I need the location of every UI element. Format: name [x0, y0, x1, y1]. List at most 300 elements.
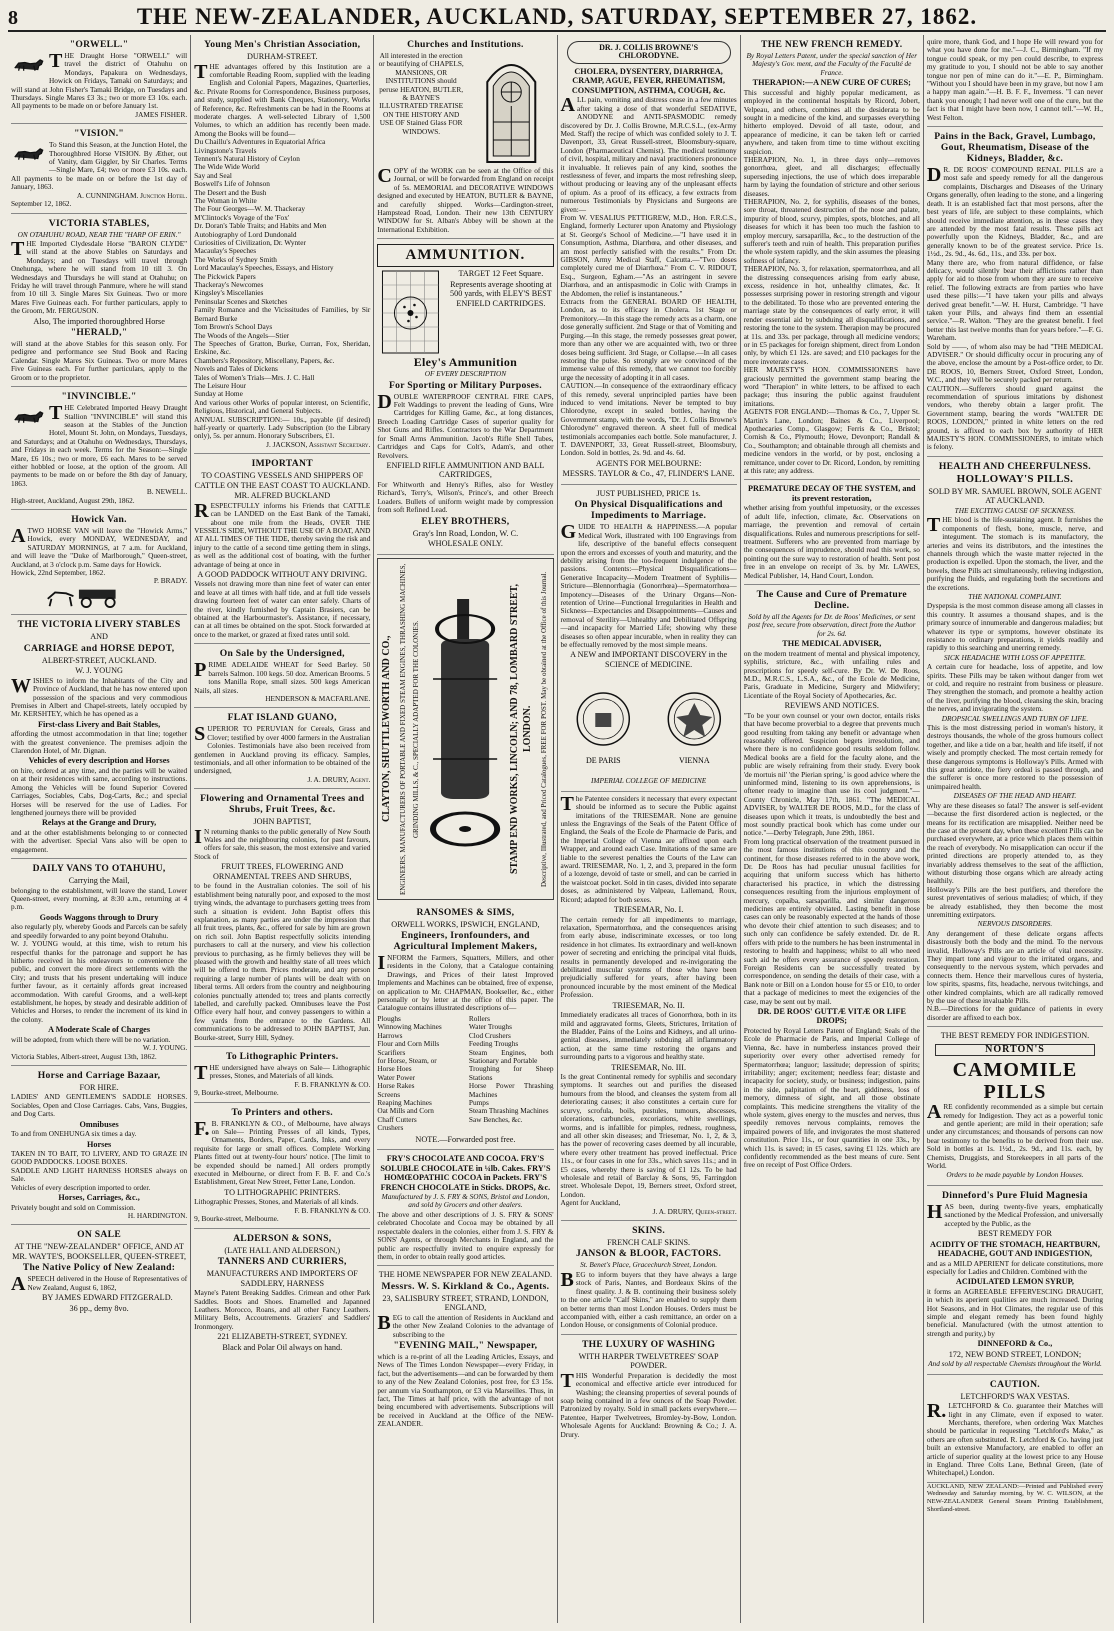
seal-legend: IMPERIAL COLLEGE OF MEDICINE — [591, 776, 707, 786]
ad-body: SUPERIOR TO PERUVIAN for Cereals, Grass and Clover; testified by over 4000 farmers in the Australian Colonies. Testimonials have also been received from gentlemen in Auckland proving its efficacy. Samples, testimonials, and all other information to be obtained of the undersigned, — [194, 723, 371, 776]
ad-signature: DINNEFORD & Co., — [977, 1339, 1053, 1349]
ad-body: INFORM the Farmers, Squatters, Millers, and other residents in the Colony, that a Catalogue containing Drawings, and Prices of their latest Improved Implements and Machines can be obtained, free of expense, on application to Mr. CHAPMAN, Bookseller, &c., either personally or by letter at the office of this paper. The Catalogue contains illustrated descriptions of— — [377, 952, 554, 1013]
vertical-heading: STAMP END WORKS, LINCOLN; AND 78, LOMBARD STREET, LONDON. — [508, 583, 533, 874]
seal-caption: DE PARIS — [585, 756, 621, 766]
ad-chlorodyne — [561, 35, 737, 485]
ad-title: "INVINCIBLE." — [61, 391, 137, 403]
seal-caption: VIENNA — [679, 756, 710, 766]
ad-signature: JAMES FISHER. — [135, 109, 188, 119]
ad-soap-powder — [561, 1335, 737, 1443]
ad-body: This successful and highly popular medicament, as employed in the continental hospitals by Ricord, Jobert, Velpeau, and others, combines all the desiderata to be sought in a medicine of the kind, and surpasses everything hitherto employed. Devoid of all taste, odour, and appearance of medicine, it can be taken left or carried anywhere, and taken from time to time without exciting suspicion. — [743, 87, 920, 156]
ad-body: LADIES' AND GENTLEMEN'S SADDLE HORSES. Sociables, Open and Close Carriages. Cabs, Vans, Buggies, and Dog Carts. — [11, 1092, 188, 1119]
book-title: The Four Georges—W. M. Thackeray — [194, 204, 306, 214]
ad-body: THIS Wonderful Preparation is decidedly the most economical and effective article ever introduced for Washing; the cleansing properties of several pounds of soap being contained in a few ounces of the Soap Powder. Patronized by royalty. Sold in small packets everywhere.—Patentee, Harper Twelvetrees, Bromley-by-Bow, London. Wholesale Agents for Auckland: Browning & Co.; J. A. Drury. — [560, 1369, 737, 1439]
book-title: The Works of Sydney Smith — [194, 254, 277, 264]
ad-body: THERAPION, No. 2, for syphilis, diseases of the bones, sore throat, threatened destruction of the nose and palate, impurity of blood, scurvy, pimples, spots, blotches, and all diseases for which it has been too much the fashion to employ mercury, sarsaparilla, &c., to the destruction of the sufferer's teeth and ruin of health. This preparation purifies the whole system rapidly, and the skin assumes the pleasing softness of infancy. — [743, 197, 920, 265]
testimonials — [927, 35, 1103, 127]
column-2 — [191, 35, 374, 1623]
column-1 — [8, 35, 191, 1623]
ad-title: CHOLERA, DYSENTERY, DIARRHŒA, CRAMP, AGUE, FEVER, RHEUMATISM, CONSUMPTION, ASTHMA, COUGH, &c. — [571, 66, 726, 95]
ad-body: HAS been, during twenty-five years, emphatically sanctioned by the Medical Profession, and universally accepted by the Public, as the — [926, 1200, 1104, 1228]
ad-title: AMMUNITION. — [377, 244, 553, 267]
implement-item: Horse Hoes — [377, 1064, 412, 1074]
ad-title: HEALTH AND CHEERFULNESS. — [938, 460, 1091, 472]
ad-body: Agent for Auckland, — [560, 1198, 621, 1208]
ad-signature: F. B. FRANKLYN & CO. — [294, 1205, 371, 1215]
ad-title: "VISION." — [74, 128, 125, 140]
ad-title: On Sale by the Undersigned, — [219, 648, 345, 660]
ad-medical-adviser — [744, 585, 920, 1174]
ad-body: to be found in the Australian colonies. The soil of his establishment being naturally poor, and exposed to the most trying winds, the advantage to purchasers getting trees from such a situation is evident. John Baptist offers this explanation, as many parties are under the impression that all fruit trees, plants, &c., offered for sale by him are grown on rich soil. John Baptist respectfully solicits intending purchasers to call at the nursery, and view his collection previous to purchasing, as he firmly believes they will be pleased with the growth and healthy state of all trees which will be offered to them. Prices moderate, and any person requiring a large number of plants will be dealt with on liberal terms. All orders from the country and neighbouring colonies punctually attended to; trees and plants correctly labelled, and carefully packed. Omnibuses leave the Post Office every half hour, and convey passengers to within a few yards from the entrance to the Gardens. All communications to be addressed to JOHN BAPTIST, Jun. Bourke-street, Surry Hill, Sydney. — [194, 881, 371, 1042]
ad-title: Horse and Carriage Bazaar, — [37, 1069, 161, 1081]
ad-body: THE advantages offered by this Institution are a comfortable Reading Room, supplied with the leading English and Colonial Papers, Magazines, Quarterlies, &c. Private Rooms for Correspondence, Business purposes, and study, supplied with Bank Cheques, Stationery, Works of Reference, &c. Refreshments can be had in the Rooms at moderate charges. A well-selected Library of 1,500 Volumes, to which an addition has recently been made. Among the Books will be found— — [194, 60, 371, 138]
book-title: Boswell's Life of Johnson — [194, 179, 270, 189]
ad-heading: TANNERS AND CURRIERS, — [217, 1256, 347, 1268]
ad-body: Vehicles of every description imported to order. — [11, 1182, 151, 1192]
ad-evening-mail — [377, 1266, 553, 1432]
ad-title: ON SALE — [77, 1229, 122, 1241]
horse-icon — [11, 54, 49, 76]
ad-body: Why are these diseases so fatal? The answer is self-evident—because the first disordered action is neglected, or the means for its rectification are misapplied. Neither need be the case at the present day, when these excellent Pills can be purchased everywhere, at a price which places them within the reach of everybody. No misapplication can occur if the printed directions are properly attended to, as they invariably address themselves to the seat of the affliction, without disturbing those organs which are already acting healthily. — [926, 800, 1104, 886]
ad-ransomes — [377, 903, 553, 1151]
book-title: The Desert and the Bush — [194, 187, 267, 197]
ad-address: 172, NEW BOND STREET, LONDON; — [948, 1349, 1082, 1359]
ad-body: Sold by ——, of whom also may be had "THE MEDICAL ADVISER." Or should difficulty occur in procuring any of the above, enclose the amount by a Post-office order, to Dr. DE ROOS, 10, Berners Street, Oxford Street, London, W.C., and they will be securely packed per return. — [926, 341, 1104, 385]
ad-signature: J. A. DRURY, Agent. — [307, 774, 371, 784]
ad-norton-camomile — [927, 1027, 1103, 1186]
target-caption: TARGET 12 Feet Square. — [458, 269, 544, 279]
book-title: The Pickwick Papers — [194, 271, 256, 281]
ad-body: THE Draught Horse "ORWELL" will travel the district of Otahuhu on Mondays, Papakura on Wednesdays, Howick on Fridays, Tamaki on Saturdays; and will stand at John Fisher's Tamaki Bridge, on Tuesdays and Thursdays. Single Mares £3 3s.; two or more £3 10s. each. All payments to be made on or before January 1st. — [11, 50, 188, 111]
ad-dinneford — [927, 1186, 1103, 1375]
ad-body: To and from ONEHUNGA six times a day. — [11, 1129, 137, 1139]
ad-guide-to-health — [561, 485, 737, 792]
ad-body: From long practical observation of the treatment pursued in the most famous institutions of this country and the continent, for those diseases referred to in the above work, Dr. De Roos has had peculiar unusual facilities for acquiring that uniform success which has hitherto characterised his practice, in which the distressing consequences resulting from the injurious employment of mercury, copaiba, sarsaparilla, and similar dangerous medicines are entirely obviated. Lasting benefit in those cases can only be reasonably expected at the hands of those who devote their chief attention to such diseases; and to such only can confidence be safely extended. Dr. de R. offers with pride to the numbers he has been instrumental in restoring to health and happiness; whilst to all who need such aid he offers every assurance of speedy restoration. Foreign Residents can be successfully treated by correspondence, on sending the details of their case, with a Bank note or Bill on a London house for £5 or £10, to order that a package of medicines to meet the exigencies of the case, may be sent out by mail. — [743, 836, 920, 1006]
ad-subtitle: FOR HIRE. — [79, 1082, 119, 1092]
ad-body: it forms an AGREEABLE EFFERVESCING DRAUGHT, in which its aperient qualities are much increased. During Hot Seasons, and in Hot Climates, the regular use of this simple and elegant remedy has been found highly beneficial. Manufactured (with the utmost attention to strength and purity,) by — [926, 1286, 1104, 1338]
implement-item: Harrows — [377, 1030, 403, 1040]
ad-lithographic-printers — [194, 1047, 370, 1103]
ad-heading: Eley's Ammunition — [413, 355, 518, 370]
ad-address: 9, Bourke-street, Melbourne. — [194, 1214, 279, 1224]
ad-signature: HENDERSON & MACFARLANE. — [265, 693, 371, 703]
ad-heading: HOLLOWAY'S PILLS. — [956, 472, 1074, 485]
ad-body: Any derangement of these delicate organs affects disastrously both the body and the mind. To the nervous invalid, Holloway's Pills are an article of vital necessity. They impart tone and vigour to the irritated organs, and consequently to the nervous system, which pervades and connects them. Hence their marvellous cures of hysteria, low spirits, spasms, fits, headache, nervous twitchings, and other kindred complaints, which are all radically removed by the use of these invaluable Pills. — [926, 928, 1104, 1006]
ad-title: PREMATURE DECAY OF THE SYSTEM, and its prevent restoration, — [747, 484, 916, 503]
norton-badge: NORTON'S — [935, 1044, 1095, 1056]
ad-body: WISHES to inform the Inhabitants of the City and Province of Auckland, that he has now entered upon possession of the spacious and very commodious Premises in Albert and Chapel-streets, lately occupied by Mr. KERSHTEY, which he has opened as a — [11, 674, 188, 719]
ad-body: Dyspepsia is the most common disease among all classes in this country. It assumes a thousand shapes, and is the primary source of innumerable and dangerous maladies; but whatever its type or symptoms, however obstinate its resistance to ordinary preparations, it yields readily and rapidly to this searching and unerring remedy. — [926, 601, 1104, 653]
ad-signature: W. J. YOUNG. — [142, 1043, 188, 1053]
ad-author: BY JAMES EDWARD FITZGERALD. — [41, 1293, 173, 1303]
ad-title: IMPORTANT — [251, 458, 313, 470]
ad-body: F.B. FRANKLYN & CO., of Melbourne, have always on Sale— Printing Presses of all kinds, Types, Ornaments, Borders, Paper, Cards, Inks, and every requisite for large or small offices. Complete Working Plants fitted out at twenty-four hours' notice. [The limit to be expended should be named.] All orders promptly executed in Melbourne, or direct from F. B. F. and Co.'s Establishment, Great New Street, Fetter Lane, London. — [194, 1117, 371, 1187]
book-title: Say and Seal — [194, 170, 232, 180]
ad-subtitle: Manufactured by J. S. FRY & SONS, Bristol and London, and sold by Grocers and other dealers. — [381, 1192, 550, 1210]
ad-subtitle: By Royal Letters Patent, under the special sanction of Her Majesty's Gov. ment, and the Faculty of the Faculté de France. — [746, 51, 918, 77]
ad-heading: TO LITHOGRAPHIC PRINTERS. — [224, 1187, 341, 1197]
ad-body: BEG to call the attention of Residents in Auckland and the other New Zealand Colonies to the advantage of subscribing to the — [377, 1311, 554, 1339]
seal-engravings — [561, 673, 737, 773]
ad-title: RANSOMES & SIMS, — [416, 906, 515, 918]
ad-printers — [194, 1103, 370, 1229]
ad-title: Pains in the Back, Gravel, Lumbago, Gout, Rheumatism, Disease of the Kidneys, Bladder, &c. — [934, 131, 1096, 165]
implement-item: Feeding Troughs — [468, 1039, 519, 1049]
ad-date: High-street, Auckland, August 29th, 1862. — [11, 495, 135, 505]
ad-body: ATWO HORSE VAN will leave the "Howick Arms," Howick, every MONDAY, WEDNESDAY, and SATURDAY MORNINGS, at 7 a.m. for Auckland, and will leave the "Duke of Marlborough," Queen-street, Auckland, at 3 o'clock p.m. Same days for Howick. — [11, 524, 188, 569]
ad-heading: A GOOD PADDOCK WITHOUT ANY DRIVING. — [197, 569, 368, 579]
ad-title: To Printers and others. — [231, 1106, 333, 1118]
vertical-text: ENGINEERS, MANUFACTURERS OF PORTABLE AND FIXED STEAM ENGINES, THRASHING MACHINES, GRINDING MILLS, & C., SPECIALLY ADAPTED FOR THE COLONIES. — [399, 562, 421, 895]
ad-body: PRIME ADELAIDE WHEAT for Seed Barley. 50 barrels Salmon. 100 kegs. 50 doz. American Brooms. 5 tons Manilla Rope, small sizes. 500 kegs American Nails, all sizes. — [194, 659, 371, 695]
ad-body: THE Celebrated Imported Heavy Draught Stallion "INVINCIBLE" will stand this season at the Stables of the Junction Hotel, Mount St. John, on Mondays, Tuesdays, and Saturdays; and at Otahuhu on Wednesdays, Thursdays, and Fridays in each week. Terms for the Season:—Single Mare, £6 10s.; two or more, £6 each. Mares to be served either hobbled or loose, at the option of the groom. All payments to be made on or before the 8th day of January, 1863. — [11, 402, 188, 488]
implement-item: Crushers — [377, 1123, 404, 1133]
ad-on-sale — [11, 1225, 187, 1318]
ad-body: All interested in the erection or beautifying of CHAPELS, MANSIONS, OR INSTITUTIONS should peruse HEATON, BUTLER, & BAYNE'S ILLUSTRATED TREATISE ON THE HISTORY AND USE OF Stained Glass FOR WINDOWS. — [378, 51, 464, 136]
ad-body: affording the utmost accommodation in that line; together with the greatest convenience. The premises adjoin the Clarendon Hotel, of Mr. Dignan. — [11, 729, 188, 756]
ad-howick-van — [11, 510, 187, 615]
ad-body: COPY of the WORK can be seen at the Office of this Journal, or will be forwarded from England on receipt of 5s. MEMORIAL and DECORATIVE WINDOWS designed and executed by HEATON, BUTLER & BAYNE, and carefully shipped. Works—Cardington-street, Hampstead Road, London. Their new 13th CENTURY WINDOW for St. Alban's Abbey will be shown at the International Exhibition. — [377, 165, 554, 234]
ad-heading: A NEW and IMPORTANT DISCOVERY in the SCIENCE of MEDICINE. — [570, 650, 728, 669]
ad-signature: J. A. DRURY, Queen-street. — [652, 1206, 737, 1216]
ad-date: September 12, 1862. — [11, 199, 72, 209]
ad-body: GUIDE TO HEALTH & HAPPINESS.—A popular Medical Work, illustrated with 100 Engravings from life, descriptive of the baneful effects consequent upon the errors and excesses of youth and maturity, and the debility arising from the too-frequent indulgence of the passions. Contents:—Physical Disqualifications—Generative Incapacity—Modern Treatment of Syphilis—Stricture—Blennorrhagia (Gonorrhœa)—Spermatorrhœa—Impotency—Diseases of the Urinary Organs—Non-retention of Urine—Functional Irregularities in Health and Sickness—Expectancies and Disappointments—Causes and removal of Sterility—Unhealthy and Debilitated Offspring—and incapacity for Married Life; showing why these diseases so often appear incurable, when in reality they can be effectually removed by the most simple means. — [560, 521, 737, 649]
ad-subtitle: TO COASTING VESSELS AND SHIPPERS OF CATTLE ON THE EAST COAST TO AUCKLAND. — [194, 471, 371, 490]
ad-body: and as a MILD APERIENT for delicate constitutions, more especially for Ladies and Children. Combined with the — [926, 1258, 1104, 1276]
ad-body: also regularly ply, whereby Goods and Parcels can be safely and speedily forwarded to any point beyond Otahuhu. — [11, 922, 188, 940]
page-number: 8 — [8, 7, 18, 29]
ad-alderson — [194, 1229, 370, 1358]
ad-body: Immediately eradicates all traces of Gonorrhœa, both in its mild and aggravated forms, Gleets, Strictures, Irritation of the Bladder, Pains of the Loins and Kidneys, and all urino-genital diseases, immediately subduing all inflammatory action, at the same time restoring the organs and surrounding parts to a vigorous and healthy state. — [560, 1010, 737, 1062]
ad-body: Privately bought and sold on Commission. — [11, 1202, 136, 1212]
ad-body: CAUTION.—Sufferers should guard against the recommendation of spurious imitations by dishonest vendors, who thereby obtain a larger profit. The Government stamp, bearing the words "WALTER DE ROOS, LONDON," printed in white letters on the red ground, is affixed to each box by authority of HER MAJESTY'S HON. COMMISSIONERS, to imitate which is felony. — [926, 383, 1104, 452]
ad-heading: Messrs. W. S. Kirkland & Co., Agents. — [381, 1280, 550, 1292]
column-3 — [374, 35, 557, 1623]
book-title: Macaulay's Speeches — [194, 246, 257, 256]
ad-body: Protected by Royal Letters Patent of England; Seals of the Ecole de Pharmacie de Paris, and Imperial College of Vienna, &c. have in numberless instances proved their superiority over every other advertised remedy for Spermatorrhœa; languor; lassitude; depression of spirits; irritability; anger; excitement; needless fear; distaste and incapacity for society, study, or business; indigestion, pains in the side, palpitation of the heart, giddiness, loss of memory, dimness of sight, and all those obstinate complaints. This medicine strengthens the vitality of the whole system, gives energy to the muscles and nerves, thus speedily removes nervous complaints, removes the impaired powers of life, and invigorates the most shattered constitution. Price 11s., or four quantities in one 33s., by which 11s. is saved; in £5 cases, saving £1 12s. which are confidently recommended as the best means of cure. Sent free on receipt of Post Office Orders. — [743, 1025, 920, 1170]
ad-address: MESSRS. TAYLOR & Co., 47, FLINDER'S LANE. — [562, 469, 735, 479]
ad-heading: BEST REMEDY FOR — [977, 1229, 1053, 1239]
ad-body: THE undersigned have always on Sale— Lithographic presses, Stones, and Materials of all kinds. — [194, 1062, 371, 1084]
ad-subtitle: AT THE "NEW-ZEALANDER" OFFICE, AND AT MR. WAYTE'S, BOOKSELLER, QUEEN-STREET, — [12, 1242, 187, 1261]
book-title: Du Chaillu's Adventures in Equatorial Africa — [194, 137, 326, 147]
ad-heading: ACIDITY OF THE STOMACH, HEARTBURN, HEADACHE, GOUT AND INDIGESTION, — [930, 1239, 1100, 1259]
ad-body: THERAPION, No. 1, in three days only—removes gonorrhœa, gleet, and all discharges; effectually superseding injections, the use of which does irreparable harm by laying the foundation of stricture and other serious diseases. — [743, 154, 920, 198]
section-heading: DISEASES OF THE HEAD AND HEART. — [953, 791, 1077, 801]
implement-item: Pumps — [468, 1097, 489, 1107]
ad-body: IN returning thanks to the public generally of New South Wales and the neighbouring colonies, for past favours, offers for sale, this season, the most extensive and varied Stock of — [194, 825, 371, 861]
implement-item: Saw Benches, &c. — [468, 1114, 523, 1124]
ad-subtitle: ON OTAHUHU ROAD, NEAR THE "HARP OF ERIN." — [17, 229, 181, 239]
implement-item: Ploughs — [377, 1013, 401, 1023]
ad-address: 23, SALISBURY STREET, STRAND, LONDON, ENGLAND, — [382, 1293, 549, 1313]
ad-body: HER MAJESTY'S HON. COMMISSIONERS have graciously permitted the government stamp bearing the word "Therapion" in white letters, to be affixed to each package; thus insuring the public against fraudulent imitations. — [743, 365, 920, 408]
ad-address: 221 ELIZABETH-STREET, SYDNEY. — [217, 1332, 348, 1342]
ad-horse-bazaar — [11, 1066, 187, 1225]
ad-coasting-vessels — [194, 454, 370, 644]
ad-heading: FRY'S CHOCOLATE AND COCOA. FRY'S SOLUBLE CHOCOLATE in ¼lb. Cakes. FRY'S HOMŒOPATHIC COCOA in Packets. FRY'S FRENCH CHOCOLATE in Sticks. DROPS, &c. — [380, 1154, 551, 1192]
ad-heading: Horses — [87, 1139, 112, 1149]
book-title: Family Romance and the Vicissitudes of Families, by Sir Bernard Burke — [194, 305, 371, 323]
ad-signature: H. HARDINGTON. — [127, 1211, 188, 1220]
ad-subtitle: LETCHFORD'S WAX VESTAS. — [960, 1391, 1070, 1401]
ad-title: Flowering and Ornamental Trees and Shrubs, Fruit Trees, &c. — [200, 793, 365, 816]
ad-body: Mayne's Patent Breaking Saddles. Crimean and other Park Saddles. Boots and Shoes. Enamelled and Japanned Leathers. Morocco, Roans, and all other Fancy Leathers. Military Belts, Accoutrements. Graziers' and Saddlers' Ironmongery. — [194, 1288, 371, 1331]
ad-body: Many there are, who from natural diffidence, or false delicacy, would silently bear their afflictions rather than apply for aid to those from whom they are sure to receive relief. The following extracts are from parties who have used these pills:—"I have taken your pills and always derived great benefit."—W. H. Hurst, Cambridge. "I have taken your Pills, and always find them an essential service."—R. Walton. "They are the greatest benefit. I feel better this last twelve months than for years before."—F. G. Wareham. — [926, 257, 1104, 343]
book-title: Curiosities of Civilization, Dr. Wynter — [194, 238, 306, 248]
ad-body: W. J. YOUNG would, at this time, wish to return his respectful thanks for the patronage and support he has hitherto received in his endeavours to convenience the public, and convert the more direct settlements with the City; and trusts that his present undertaking will induce further favour, as it certainly affords great increased accommodation. With careful Grooms, and a well-kept establishment, he hopes, by steady and desirable addition of Vehicles and Horses, to render the increment of its kind in the colony. — [11, 939, 188, 1024]
ad-title: CAUTION. — [989, 1378, 1040, 1390]
ad-heading: First-class Livery and Bait Stables, — [38, 719, 161, 729]
horse-name: "HERALD," — [70, 327, 128, 339]
ad-date: Victoria Stables, Albert-street, August 13th, 1862. — [11, 1051, 157, 1061]
ad-body: RESPECTFULLY informs his Friends that CATTLE can be LANDED on the East Bank of the Tamaki, about one mile from the Heads, OVER THE VESSEL'S SIDE, WITHOUT THE USE OF A BOAT, AND AT ALL TIMES OF THE TIDE, thereby saving the risk and injury to the cattle of a second time getting them in slings, as well as the additional cost of boating, with the further advantage of being at once in — [194, 499, 371, 569]
ad-title: THE VICTORIA LIVERY STABLES — [17, 619, 181, 631]
carriage-icon — [11, 586, 187, 608]
ad-signature: P. BRADY. — [153, 576, 188, 586]
ad-body: Holloway's Pills are the best purifiers, and therefore the surest preventatives of serious maladies; of which, if they be already established, they then become the most unremitting extirpators. — [926, 884, 1104, 919]
ad-title: Churches and Institutions. — [407, 39, 524, 50]
column-6 — [924, 35, 1106, 1623]
ad-wax-vestas — [927, 1375, 1103, 1483]
ad-therapion — [744, 35, 920, 480]
ad-heading: AGENTS FOR MELBOURNE: — [595, 458, 702, 468]
ad-heading: DR. DE ROOS' GUTTÆ VITÆ OR LIFE DROPS; — [757, 1006, 906, 1026]
ad-heading: For Sporting or Military Purposes. — [388, 379, 542, 391]
ad-title: Dinneford's Pure Fluid Magnesia — [942, 1189, 1088, 1201]
ad-body: This is the most distressing period in woman's history, it destroys thousands, the whole of the gross humours collect together, and like a tide on a bar, health and life itself, if not wisely and promptly checked. The most certain remedy for these dangerous symptoms is Holloway's Pills. Armed with this great antidote, the fiery ordeal is passed through, and the sufferer is once more restored to the possession of unimpaired health. — [926, 723, 1104, 791]
ad-address: 9, Bourke-street, Melbourne. — [194, 1088, 279, 1098]
ad-adelaide-wheat — [194, 644, 370, 708]
implement-list — [377, 1015, 553, 1133]
ad-signature: F. B. FRANKLYN & CO. — [294, 1079, 371, 1089]
vertical-heading: CLAYTON, SHUTTLEWORTH AND CO., — [381, 635, 393, 822]
ad-triesemar — [561, 792, 737, 1221]
ad-body: The certain remedy for all impediments to marriage, relaxation, Spermatorrhœa, and the consequences arising from early abuse, indiscriminate excesses, or too long residence in hot climates. Its extraordinary and well-known power of secreting and enriching the principal vital fluids, results in permanently developed and re-invigorating the debilitated muscular systems of those who have been prejudicially suffered for years, after having been pronounced incurable by the most eminent of the Medical Profession. — [560, 914, 737, 1000]
ad-date: Howick, 22nd September, 1862. — [11, 568, 106, 577]
book-title: Tennent's Natural History of Ceylon — [194, 153, 300, 163]
ad-subtitle: Sold by all the Agents for Dr. de Roos' Medicines, or sent post free, secure from observation, direct from the Author for 2s. 6d. — [748, 612, 916, 638]
ad-eley-ammunition — [377, 239, 553, 554]
ad-title: THE BEST REMEDY FOR INDIGESTION. — [940, 1031, 1090, 1041]
ad-body: ARE confidently recommended as a simple but certain remedy for Indigestion. They act as a powerful tonic and gentle aperient; are mild in their operation; safe under any circumstances; and thousands of persons can now bear testimony to the benefits to be derived from their use. Sold in bottles at 1s. 1½d., 2s. 9d., and 11s. each, by Chemists, Druggists, and Storekeepers in all parts of the World. — [926, 1101, 1104, 1170]
ad-body: And various other Works of popular interest, on Scientific, Religious, Historical, and General Subjects. — [194, 397, 371, 416]
implement-item: Rollers — [468, 1013, 491, 1023]
ad-body: on hire, ordered at any time, and the parties will be waited on at their residences with same, according to instructions. Among the Vehicles will be found Superior Covered Carriages, Sociables, Cabs, Dog-Carts, &c.; and special Horses will be reserved for the use of Ladies. For lengthened journeys there will be provided — [11, 765, 188, 817]
book-title: Autobiography of Lord Dundonald — [194, 229, 297, 239]
ad-churches — [377, 35, 553, 239]
ad-body: THE Imported Clydesdale Horse "BARON CLYDE" will stand at the above Stables on Saturdays and Mondays; and on Tuesdays will travel through Onehunga, where he will stand from 10 till 3. On Wednesdays and Thursdays he will stand at Otahuhu; on Friday he will travel through Panmure, where he will stand from 10 till 3. Single Mares Six Guineas. Two or more Mares Five Guineas each. For further particulars, apply to the Groom, Mr. FERGUSON. — [11, 237, 188, 316]
ad-vision — [11, 124, 187, 213]
ad-body: R.LETCHFORD & Co. guarantee their Matches will light in any Climate, even if exposed to water. Merchants, therefore, when ordering Wax Matches should be particular in requesting "Letchford's Make," as others are often substituted. R. Letchford & Co. having just built an extensive Manufactory, are enabled to offer an article of superior quality at the lowest price to any House in England. Three Colts Lane, Bethnal Green, (late of Whitechapel,) London. — [926, 1400, 1104, 1478]
ad-heading: TRIESEMAR, No. III. — [611, 1062, 687, 1072]
newspaper-page — [8, 4, 1106, 1623]
ad-body: Vessels not drawing more than nine feet of water can enter and leave at all times with half tide, and at full tide vessels drawing fourteen feet of water can enter safely. Charts of the river, kindly furnished by Captain Brasiers, can be obtained at the Harbourmaster's. Assistance, if necessary, can at all times be obtained on the spot. Stock forwarded at once to the market, or grazed at fixed rates until sold. — [194, 579, 371, 639]
implement-item: Oat Mills and Corn — [377, 1106, 434, 1116]
horse-icon — [11, 143, 49, 165]
section-heading: THE EXCITING CAUSE OF SICKNESS. — [954, 505, 1076, 515]
ad-subtitle: OF EVERY DESCRIPTION — [424, 369, 507, 379]
section-heading: THE NATIONAL COMPLAINT. — [968, 591, 1062, 601]
ad-title: The Cause and Cure of Premature Decline. — [756, 589, 907, 612]
ad-body: and at the other establishments belonging to or connected with the advertiser. Special Vans also will be open to engagement. — [11, 827, 188, 854]
ad-subtitle: DURHAM-STREET. — [246, 52, 318, 61]
ad-address: St. Benet's Place, Gracechurch Street, London. — [580, 1260, 718, 1270]
ad-victoria-livery — [11, 615, 187, 859]
ad-body: The above and other descriptions of J. S. FRY & SONS' celebrated Chocolate and Cocoa may be obtained by all respectable dealers in the colonies, either from J. S. FRY & SONS' Agents, or through Merchants in England, and the public are respectfully invited to enquire expressly for them, in order to obtain really good articles. — [377, 1209, 554, 1261]
ad-title: DAILY VANS TO OTAHUHU, — [32, 863, 166, 875]
book-title: Livingstone's Travels — [194, 145, 257, 155]
ad-footnote: Black and Polar Oil always on hand. — [222, 1342, 343, 1352]
section-heading: NERVOUS DISORDERS. — [977, 919, 1053, 929]
ad-heading: A Moderate Scale of Charges — [48, 1025, 151, 1035]
ad-body: will stand at the above Stables for this season only. For pedigree and performance see Stud Book and Racing Calendar. Single Mares Six Guineas. Two or more Mares Five Guineas each. For further particulars, apply to the Groom or to the proprietor. — [11, 339, 188, 382]
target-caption: Represents average shooting at 500 yards, with ELEY'S BEST ENFIELD CARTRIDGES. — [450, 279, 552, 308]
book-title: Sunday at Home — [194, 389, 243, 399]
ad-body: DR. DE ROOS' COMPOUND RENAL PILLS are a most safe and speedy remedy for all the dangerous complaints, Discharges and Diseases of the Urinary Organs generally, often leading to the stone, and a lingering death. It is an established fact that most persons, after the best years of life, are subject to these complaints, which should receive immediate attention, as in these cases they are attended by the most fatal results. These pills act powerfully upon the Kidneys, Bladder, &c., and are generally known to be of the greatest service. Price 1s. 1½d., 2s. 9d., 4s. 6d., 11s., and 33s. per box. — [926, 164, 1104, 259]
ad-body: DOUBLE WATERPROOF CENTRAL FIRE CAPS, Felt Waddings to prevent the leading of Guns, Wire Cartridges for Killing Game, &c., at long distances, Breech Loading Cartridge Cases of superior quality for Shot Guns and Rifles. Contractors to the War Department for Small Arms Ammunition. Jacob's Rifle Shell Tubes, Cartridges and Caps for Colt's, Adam's, and other Revolvers. — [377, 390, 554, 460]
ad-holloway — [927, 457, 1103, 1027]
book-title: Lord Macaulay's Speeches, Essays, and History — [194, 263, 334, 273]
ad-body: ANNUAL SUBSCRIPTION:— 10s., payable (if desired) half-yearly or quarterly. Lady Subscription (to the Library only), 5s. per annum. Honorary Subscribers, £1. — [194, 414, 371, 441]
ad-body: whether arising from youthful impetuosity, or the excesses of adult life, infection, climate, &c. Observations on marriage, the prevention and removal of certain disqualifications. Rules and numerous prescriptions for self-treatment. Sufferers who are prevented from marriage by the consequences of imprudence, should read this work, so pointing out the sure way to restoration of health. Sent post free in an envelope on receipt of 3s. by Mr. LAWES, Medical Publisher, 14, Hand Court, London. — [743, 503, 920, 580]
horse-icon — [11, 406, 49, 428]
implement-item: Water Power — [377, 1072, 416, 1082]
ad-otahuhu-vans — [11, 859, 187, 1066]
ad-heading: Omnibuses — [79, 1119, 119, 1129]
ad-body: ASPEECH delivered in the House of Representatives of New Zealand, August 6, 1862, — [11, 1273, 188, 1296]
ad-body: THE blood is the life-sustaining agent. It furnishes the components of flesh, bone, muscle, nerve, and integument. The stomach is its manufactory, the arteries and veins its distributors, and the intestines the channels through which the waste matter rejected in the production is expelled. Upon the stomach, the liver, and the bowels, these Pills act simultaneously, relieving indigestion, purifying the fluids, and regulating both the secretions and the excretions. — [926, 514, 1104, 592]
implement-item: Water Troughs — [468, 1022, 512, 1032]
ad-subtitle: WITH HARPER TWELVETREES' SOAP POWDER. — [578, 1351, 719, 1371]
ad-body: Extracts from the GENERAL BOARD OF HEALTH, London, as to its efficacy in Cholera. 1st Stage or Premonitory.—In this stage the remedy acts as a charm, one dose generally sufficient. 2nd Stage or that of Vomiting and Purging.—In this stage, the remedy possesses great power, more than any other we are acquainted with, two or three doses being sufficient. 3rd Stage, or Collapse.—In all cases restoring the pulse. So strongly are we convinced of the immense value of this remedy, that we cannot too forcibly urge the necessity of adopting it in all cases. — [560, 297, 737, 382]
ad-title: Howick Van. — [71, 513, 127, 525]
ad-clayton-shuttleworth — [377, 558, 553, 900]
ad-heading: THE MEDICAL ADVISER, — [782, 639, 882, 649]
ad-skins — [561, 1221, 737, 1335]
ad-body: From W. VESALIUS PETTIGREW, M.D., Hon. F.R.C.S., England, formerly Lecturer upon Anatomy and Physiology at St. George's School of Medicine.—"I have used it in Consumption, Asthma, Diarrhœa, and other diseases, and am most perfectly satisfied with the results." From Dr. GIBSON, Army Medical Staff, Calcutta.—"Two doses completely cured me of Diarrhœa." From C. V. RIDOUT, Esq., Surgeon, Egham.—"As an astringent in severe Diarrhœa, and an antispasmodic in Colic with Cramps in the Abdomen, the relief is instantaneous." — [560, 213, 737, 298]
book-title: Kingsley's Miscellanies — [194, 288, 264, 298]
book-title: Tom Brown's School Days — [194, 322, 273, 332]
ad-address: ALBERT-STREET, AUCKLAND. — [41, 655, 157, 665]
vertical-text: Descriptive, Illustrated, and Priced Catalogues, FREE FOR POST. May be obtained at the Office of this Journal. — [539, 570, 548, 887]
ad-heading: CAMOMILE PILLS — [952, 1059, 1078, 1104]
advertiser-name: JOHN BAPTIST, — [253, 817, 312, 827]
book-title: Thackeray's Newcomes — [194, 280, 264, 290]
implement-item: Steam Engines, both Stationary and Portable — [468, 1047, 554, 1065]
ad-signature: A. CUNNINGHAM. Junction Hotel. — [76, 190, 188, 200]
book-title: Chambers's Repository, Miscellany, Papers, &c. — [194, 355, 335, 365]
ad-renal-pills — [927, 127, 1103, 457]
book-title: Novels and Tales of Dickens — [194, 364, 278, 374]
ad-subtitle: FRENCH CALF SKINS. — [607, 1237, 691, 1247]
advertiser-name: JANSON & BLOOR, FACTORS. — [576, 1248, 722, 1260]
ad-subtitle: (LATE HALL AND ALDERSON,) — [224, 1245, 341, 1255]
ad-subtitle: ORWELL WORKS, IPSWICH, ENGLAND, — [391, 919, 540, 929]
book-title: Dr. Doran's Table Traits; and Habits and Men — [194, 221, 327, 231]
ad-signature: B. NEWELL. — [146, 487, 188, 497]
ad-title: To Lithographic Printers. — [226, 1051, 339, 1062]
ad-body: SADDLE AND LIGHT HARNESS HORSES always on Sale. — [11, 1165, 188, 1184]
column-5 — [741, 35, 924, 1623]
steam-engine-icon — [425, 559, 505, 899]
book-title: Peninsular Scenes and Sketches — [194, 296, 288, 306]
ad-title: VICTORIA STABLES, — [48, 217, 150, 229]
ad-body: BEG to inform buyers that they have always a large stock of Paris, Nantes, and Bordeaux Skins of the finest quality. J. & B. continuing their business solely to the one article "Calf Skins," are enabled to supply them on better terms than most London Houses. Orders must be accompanied with, either a cash remittance, an order on a London House, or consignments of Colonial produce. — [560, 1268, 737, 1330]
paris-seal-icon — [561, 673, 646, 773]
ad-body: quire more, thank God, and I hope He will reward you for what you have done for me."—J. C., Birmingham. "If my tongue could speak, or my pen could describe, to express my gratitude to you, I should not be able to say another tongue nor pen of mine can do it."—E. P., Birmingham. "Without you I should have been in my grave, but now I am a happy man again."—H. B. F. F., Inverness. "I can never thank you enough; I had never well one of the cure, but the fact is that I might have been now, I cannot tell."—W. H., West Felton. — [926, 37, 1104, 122]
implement-item: Steam Thrashing Machines — [468, 1106, 549, 1116]
ad-body: THERAPION, No. 3, for relaxation, spermatorrhœa, and all the distressing consequences arising from early abuse, excess, residence in hot, unhealthy climates, &c. It possesses surprising power in restoring strength and vigour to the debilitated. To those who are prevented entering the marriage state by the consequences of early error, it will render essential aid by subduing all disqualifications, and restoring the tone to the system. Therapion may be procured at 11s. and 33s. per package, through all medicine vendors; or in £5 packages for foreign shipment, direct from London only, by which £1 12s. are saved; and £10 packages for the more inveterate cases. — [743, 264, 920, 366]
book-list — [194, 138, 370, 399]
ad-heading: Goods Waggons through to Drury — [39, 912, 159, 922]
ad-orwell — [11, 35, 187, 124]
implement-item: Clod Crushers — [468, 1030, 511, 1040]
ad-title: THE NEW FRENCH REMEDY. — [761, 39, 903, 50]
ad-footnote: N.B.—Directions for the guidance of patients in every disorder are affixed to each box. — [926, 1004, 1104, 1022]
ad-subtitle: AND — [90, 632, 108, 642]
ad-heading: On Physical Disqualifications and Impediments to Marriage. — [574, 499, 723, 522]
implement-item: Horse Rakes — [377, 1081, 415, 1091]
ad-body: ALL pain, vomiting and distress cease in a few minutes after taking a dose of that wonderful SEDATIVE, ANODYNE and ANTI-SPASMODIC remedy discovered by Dr. J. Collis Browne, M.R.C.S.L., (ex-Army Med. Staff) the recipe of which was confided solely to J. T. Davenport, 33, Great Russell-street, Bloomsbury-square, London (Pharmaceutical Chemist). The medical testimony of civil, hospital, military and naval practitioners pronounce it invaluable. It relieves pain of any kind, soothes the restlessness of fever, and imparts the most refreshing sleep, without producing or leaving any of the unpleasant effects of opium. As a proof of its efficacy, a few extracts from numerous Testimonials by Physicians and Surgeons are given:— — [560, 94, 737, 214]
ad-subtitle: Carrying the Mail, — [68, 876, 130, 886]
ad-body: on the modern treatment of mental and physical impotency, syphilis, stricture, &c., with unfailing rules and prescriptions for speedy self-cure. By Dr. W. De Roos, M.D., M.R.C.S., L.S.A., &c., of the Ecole de Medicine, Paris, Graduate in Medicine, Surgery and Midwifery; Licentiate of the Royal Society of Apothecaries, &c. — [743, 648, 920, 700]
ad-title: THE LUXURY OF WASHING — [581, 1338, 716, 1350]
ad-footnote: WHOLESALE ONLY. — [427, 539, 503, 549]
implement-item: Screens — [377, 1089, 401, 1099]
ad-victoria-stables — [11, 214, 187, 388]
column-4 — [558, 35, 741, 1623]
ad-body: CAUTION.—In consequence of the extraordinary efficacy of this remedy, several unprincipled parties have been induced to vend imitations. Never be tempted to buy Chlorodyne, except in sealed bottles, having the Government stamp, with the words, "Dr. J. Collis Browne's Chlorodyne" engraved thereon. A sheet full of medical testimonials accompanies each bottle. Sole manufacturer, J. T. DAVENPORT, 33, Great Russell-street, Bloomsbury, London. Sold in bottles, 2s. 9d. and 4s. 6d. — [560, 381, 737, 458]
ad-title: ALDERSON & SONS, — [233, 1232, 332, 1244]
implement-item: for Horse, Steam, or — [377, 1055, 437, 1065]
implement-item: Reaping Machines — [377, 1097, 432, 1107]
ad-body: The Patentee considers it necessary that every expectant should be informed as to secure the Public against imitations of the TRIESEMAR. None are genuine unless the Engravings of the Seals of the Patent Office of England, the Seals of the Ecole de Pharmacie de Paris, and the Imperial College of Vienna are affixed upon each Wrapper, and around each Case. Imitations of the same are liable to the severest penalties the Courts of the Law can award. TRIESEMAR, No. 1, 2, and 3, prepared in the form of a lozenge, devoid of taste or smell, and can be carried in the waistcoat pocket. Sold in tin cases, divided into separate doses, as administered by Valpeau, Lallemand, Roux, Ricord; adapted for both sexes. — [560, 792, 737, 904]
ad-title: THE HOME NEWSPAPER FOR NEW ZEALAND. — [378, 1270, 553, 1280]
book-title: The Speeches of Gratton, Burke, Curran, Fox, Sheridan, Erskine, &c. — [194, 338, 371, 357]
ad-footnote: NOTE.—Forwarded post free. — [415, 1134, 516, 1144]
implement-item: Horse Power Thrashing Machines — [468, 1081, 554, 1099]
ad-heading: ENFIELD RIFLE AMMUNITION AND BALL CARTRIDGES, — [386, 460, 545, 480]
advertiser-name: MR. ALFRED BUCKLAND — [234, 491, 331, 501]
ad-footnote: And sold by all respectable Chemists throughout the World. — [928, 1359, 1102, 1369]
advertiser-name: W. J. YOUNG — [75, 666, 123, 676]
ad-signature: ELEY BROTHERS, — [421, 515, 510, 527]
ad-heading: ACIDULATED LEMON SYRUP, — [955, 1277, 1074, 1287]
ad-heading: "EVENING MAIL," Newspaper, — [393, 1340, 538, 1352]
ad-body: TAKEN IN TO BAIT, TO LIVERY, AND TO GRAZE IN GOOD PADDOCKS. LOOSE BOXES. — [11, 1149, 188, 1167]
ad-title: FLAT ISLAND GUANO, — [227, 712, 337, 724]
masthead — [8, 4, 1106, 32]
ad-heading: TRIESEMAR, No. II. — [612, 1000, 685, 1010]
implement-item: Troughing for Sheep Stations — [468, 1064, 554, 1082]
ad-footnote: Orders to be made payable by London Houses. — [946, 1170, 1084, 1180]
section-heading: SICK HEADACHE WITH LOSS OF APPETITE. — [943, 652, 1087, 662]
implement-item: Scarifiers — [377, 1047, 406, 1057]
ad-body: Lithographic Presses, Stones, and Materials of all kinds. — [194, 1197, 359, 1207]
ad-title: "ORWELL." — [69, 39, 129, 50]
ad-heading: TRIESEMAR, No. I. — [613, 905, 684, 915]
target-icon — [377, 269, 444, 355]
ad-heading: Relays at the Grange and Drury, — [42, 818, 157, 828]
chlorodyne-badge: DR. J. COLLIS BROWNE'S CHLORODYNE. — [567, 41, 731, 64]
ad-address: Gray's Inn Road, London, W. C. — [412, 528, 519, 538]
ad-price: 36 pp., demy 8vo. — [69, 1303, 129, 1313]
book-title: The Leisure Hour — [194, 380, 247, 390]
ad-body: Is the great Continental remedy for syphilis and secondary symptoms. It searches out and purifies the diseased humours from the blood, and cleanses the system from all deteriorating causes; it also constitutes a certain cure for scurvy, scrofula, boils, pustules, tumours, abscesses, ulcerations, carbuncles, excoriations, white swellings, worms, and is infallible for pimples, redness, roughness, and all other skin diseases; and Triesemar, No. 1, 2, & 3, has the power of recovering cases deemed by all incurable, where every other treatment has proved ineffectual. Price 11s., or four cases in one for 33s., which saves 11s.; and in £5 cases, whereby there is saving of £1 12s. To be had wholesale and retail of Barclay & Sons, 95, Farringdon street. Wholesale Depot, 19, Berners street, Oxford street, London. — [560, 1072, 737, 1199]
newspaper-title: THE NEW-ZEALANDER, AUCKLAND, SATURDAY, SEPTEMBER 27, 1862. — [136, 4, 978, 29]
ad-guano — [194, 708, 370, 789]
